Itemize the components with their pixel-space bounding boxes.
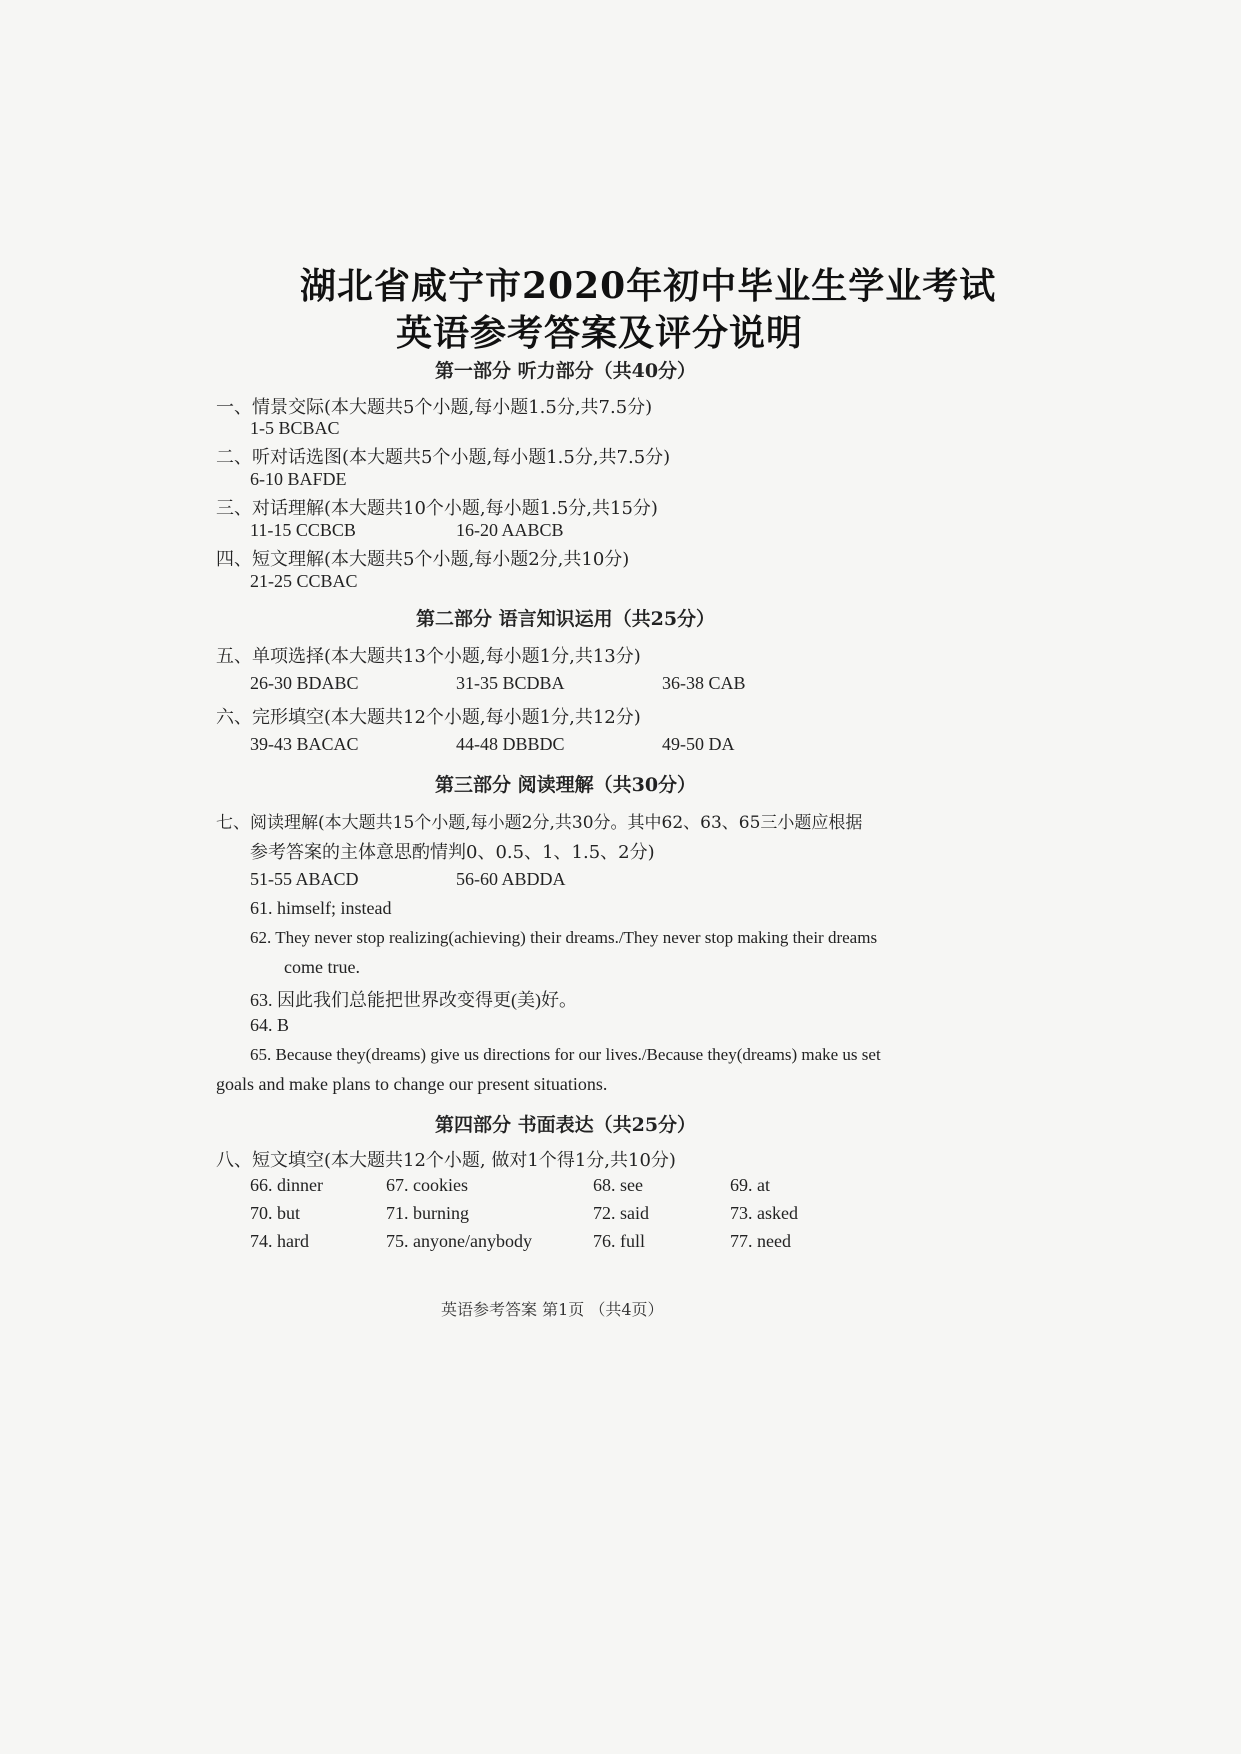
answer-62-line2: come true. (284, 957, 360, 977)
section7-answers-1: 51-55 ABACD (250, 869, 359, 889)
answer-61: 61. himself; instead (250, 898, 392, 918)
section6-answers-1: 39-43 BACAC (250, 734, 359, 754)
answer-cell: 74. hard (250, 1231, 309, 1251)
section6-heading: 六、完形填空(本大题共12个小题,每小题1分,共12分) (216, 707, 641, 728)
answer-cell: 69. at (730, 1175, 770, 1195)
section3-answers-1: 11-15 CCBCB (250, 520, 356, 540)
section5-answers-1: 26-30 BDABC (250, 673, 359, 693)
section5-answers-3: 36-38 CAB (662, 673, 746, 693)
section4-answers: 21-25 CCBAC (250, 571, 358, 591)
answer-cell: 77. need (730, 1231, 791, 1251)
answer-cell: 66. dinner (250, 1175, 323, 1195)
page-footer: 英语参考答案 第1页 （共4页） (441, 1300, 664, 1319)
section2-answers: 6-10 BAFDE (250, 469, 347, 489)
answer-cell: 70. but (250, 1203, 301, 1223)
answer-cell: 75. anyone/anybody (386, 1231, 532, 1251)
section3-answers-2: 16-20 AABCB (456, 520, 564, 540)
answer-65-line2: goals and make plans to change our present situations. (216, 1074, 608, 1094)
section1-heading: 一、情景交际(本大题共5个小题,每小题1.5分,共7.5分) (216, 397, 653, 418)
doc-title-line1: 湖北省咸宁市2020年初中毕业生学业考试 (300, 265, 997, 307)
answer-64: 64. B (250, 1015, 290, 1035)
part4-heading: 第四部分 书面表达（共25分） (435, 1114, 697, 1136)
section6-answers-2: 44-48 DBBDC (456, 734, 565, 754)
answer-cell: 71. burning (386, 1203, 469, 1223)
section4-heading: 四、短文理解(本大题共5个小题,每小题2分,共10分) (216, 549, 630, 570)
section7-heading-line2: 参考答案的主体意思酌情判0、0.5、1、1.5、2分) (250, 842, 655, 863)
part2-heading: 第二部分 语言知识运用（共25分） (416, 608, 716, 630)
answer-cell: 76. full (593, 1231, 645, 1251)
answer-cell: 72. said (593, 1203, 649, 1223)
answer-cell: 68. see (593, 1175, 643, 1195)
section2-heading: 二、听对话选图(本大题共5个小题,每小题1.5分,共7.5分) (216, 447, 671, 468)
section7-heading-line1: 七、阅读理解(本大题共15个小题,每小题2分,共30分。其中62、63、65三小题应根据 (216, 813, 863, 833)
section1-answers: 1-5 BCBAC (250, 418, 340, 438)
answer-cell: 73. asked (730, 1203, 798, 1223)
section3-heading: 三、对话理解(本大题共10个小题,每小题1.5分,共15分) (216, 498, 658, 519)
section5-heading: 五、单项选择(本大题共13个小题,每小题1分,共13分) (216, 646, 641, 667)
part1-heading: 第一部分 听力部分（共40分） (435, 360, 697, 382)
part3-heading: 第三部分 阅读理解（共30分） (435, 774, 697, 796)
answer-62-line1: 62. They never stop realizing(achieving) their dreams./They never stop making their dreams (250, 928, 878, 947)
doc-title-line2: 英语参考答案及评分说明 (396, 312, 804, 354)
answer-63: 63. 因此我们总能把世界改变得更(美)好。 (250, 990, 577, 1010)
answer-cell: 67. cookies (386, 1175, 468, 1195)
section7-answers-2: 56-60 ABDDA (456, 869, 566, 889)
section5-answers-2: 31-35 BCDBA (456, 673, 565, 693)
section8-heading: 八、短文填空(本大题共12个小题, 做对1个得1分,共10分) (216, 1150, 676, 1171)
answer-65-line1: 65. Because they(dreams) give us directions for our lives./Because they(dreams) make us set (250, 1045, 881, 1064)
section6-answers-3: 49-50 DA (662, 734, 735, 754)
